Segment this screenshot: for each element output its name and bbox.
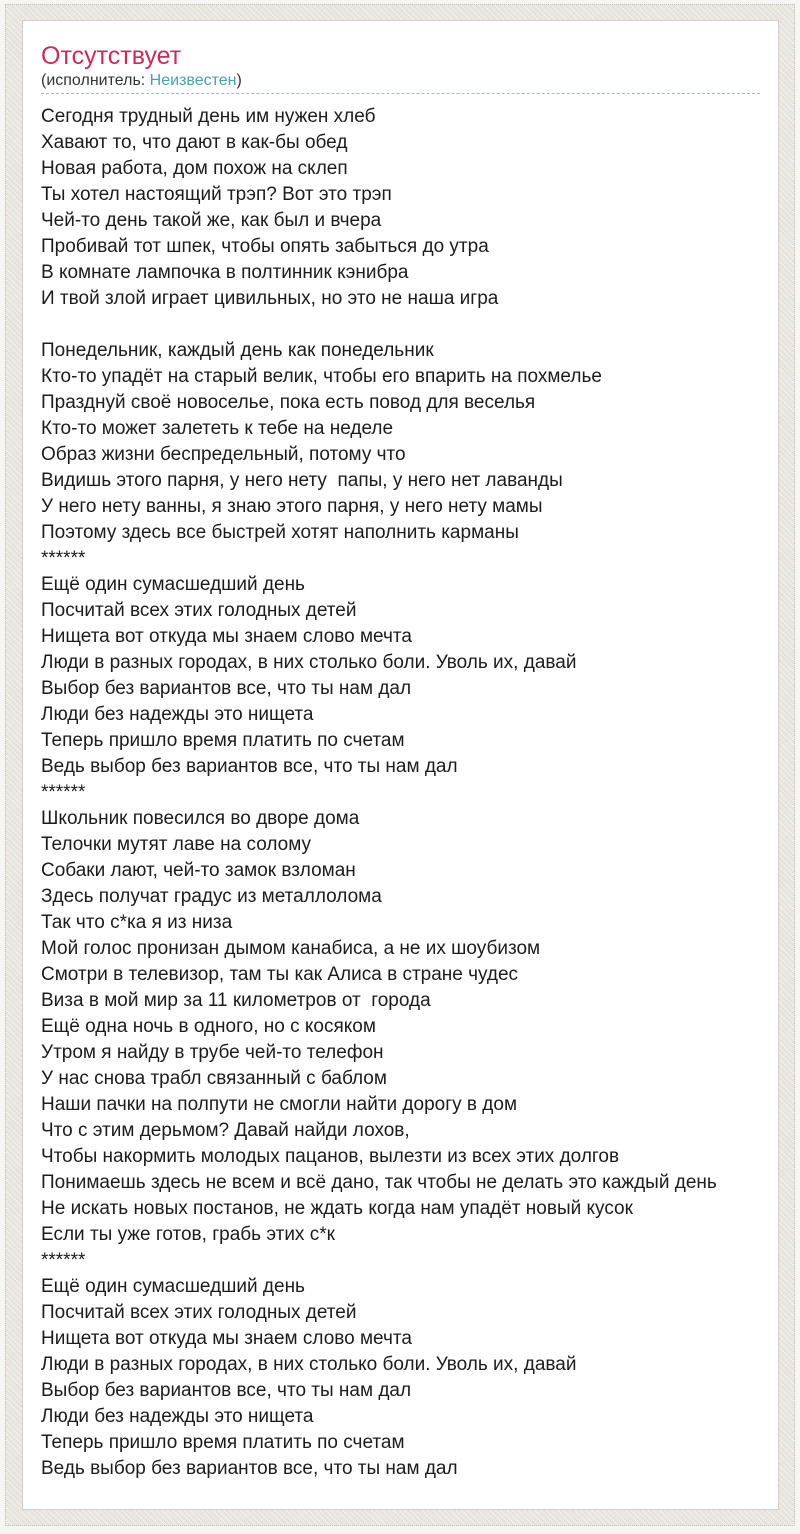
artist-link[interactable]: Неизвестен <box>149 72 237 89</box>
lyric-line: Если ты уже готов, грабь этих с*к <box>41 1224 335 1245</box>
lyric-line: Чтобы накормить молодых пацанов, вылезти из всех этих долгов <box>41 1146 620 1167</box>
stanza-separator: ****** <box>41 782 86 803</box>
lyric-line: Кто-то упадёт на старый велик, чтобы его впарить на похмелье <box>41 366 602 387</box>
lyric-line: Понедельник, каждый день как понедельник <box>41 340 434 361</box>
artist-label-suffix: ) <box>236 72 242 89</box>
lyric-line: Так что с*ка я из низа <box>41 912 233 933</box>
blank-line <box>41 312 760 338</box>
lyric-line: Не искать новых постанов, не ждать когда нам упадёт новый кусок <box>41 1198 633 1219</box>
artist-label: (исполнитель: <box>41 72 150 89</box>
lyric-line: У нас снова трабл связанный с баблом <box>41 1068 387 1089</box>
lyric-line: Посчитай всех этих голодных детей <box>41 600 357 621</box>
lyric-line: Люди в разных городах, в них столько боли. Уволь их, давай <box>41 652 577 673</box>
lyric-line: Наши пачки на полпути не смогли найти дорогу в дом <box>41 1094 518 1115</box>
lyrics-card <box>22 20 779 1510</box>
lyric-line: Кто-то может залететь к тебе на неделе <box>41 418 394 439</box>
lyric-line: Ведь выбор без вариантов все, что ты нам дал <box>41 756 458 777</box>
lyric-line: И твой злой играет цивильных, но это не наша игра <box>41 288 499 309</box>
lyric-line: Празднуй своё новоселье, пока есть повод для веселья <box>41 392 536 413</box>
lyric-line: Телочки мутят лаве на солому <box>41 834 311 855</box>
lyric-line: Выбор без вариантов все, что ты нам дал <box>41 1380 412 1401</box>
lyric-line: Ещё одна ночь в одного, но с косяком <box>41 1016 376 1037</box>
song-title: Отсутствует <box>41 42 182 70</box>
lyric-line: Ведь выбор без вариантов все, что ты нам дал <box>41 1458 458 1479</box>
lyric-line: Ещё один сумасшедший день <box>41 1276 305 1297</box>
lyric-line: Видишь этого парня, у него нету папы, у него нет лаванды <box>41 470 563 491</box>
lyric-line: Выбор без вариантов все, что ты нам дал <box>41 678 412 699</box>
lyric-line: Мой голос пронизан дымом канабиса, а не их шоубизом <box>41 938 541 959</box>
lyric-line: Теперь пришло время платить по счетам <box>41 730 405 751</box>
lyric-line: Школьник повесился во дворе дома <box>41 808 360 829</box>
lyric-line: Что с этим дерьмом? Давай найди лохов, <box>41 1120 410 1141</box>
lyric-line: Собаки лают, чей-то замок взломан <box>41 860 356 881</box>
lyric-line: Виза в мой мир за 11 километров от города <box>41 990 431 1011</box>
lyric-line: Новая работа, дом похож на склеп <box>41 158 348 179</box>
lyric-line: Понимаешь здесь не всем и всё дано, так чтобы не делать это каждый день <box>41 1172 717 1193</box>
lyric-line: Здесь получат градус из металлолома <box>41 886 382 907</box>
lyric-line: Поэтому здесь все быстрей хотят наполнить карманы <box>41 522 519 543</box>
lyric-line: Пробивай тот шпек, чтобы опять забыться до утра <box>41 236 489 257</box>
lyric-line: Люди без надежды это нищета <box>41 704 314 725</box>
lyric-line: Люди без надежды это нищета <box>41 1406 314 1427</box>
lyric-line: Посчитай всех этих голодных детей <box>41 1302 357 1323</box>
lyric-line: Ты хотел настоящий трэп? Вот это трэп <box>41 184 392 205</box>
lyric-line: Утром я найду в трубе чей-то телефон <box>41 1042 384 1063</box>
stanza-separator: ****** <box>41 1250 86 1271</box>
lyric-line: Сегодня трудный день им нужен хлеб <box>41 106 376 127</box>
artist-line <box>41 71 760 91</box>
lyric-line: Теперь пришло время платить по счетам <box>41 1432 405 1453</box>
lyric-line: Нищета вот откуда мы знаем слово мечта <box>41 626 412 647</box>
lyric-line: В комнате лампочка в полтинник кэнибра <box>41 262 409 283</box>
lyric-line: Ещё один сумасшедший день <box>41 574 305 595</box>
page-background <box>5 4 795 1526</box>
lyric-line: У него нету ванны, я знаю этого парня, у него нету мамы <box>41 496 543 517</box>
lyric-line: Хавают то, что дают в как-бы обед <box>41 132 348 153</box>
lyrics-text <box>41 104 760 1482</box>
lyric-line: Образ жизни беспредельный, потому что <box>41 444 406 465</box>
stanza-separator: ****** <box>41 548 86 569</box>
lyric-line: Чей-то день такой же, как был и вчера <box>41 210 382 231</box>
lyric-line: Люди в разных городах, в них столько боли. Уволь их, давай <box>41 1354 577 1375</box>
lyric-line: Нищета вот откуда мы знаем слово мечта <box>41 1328 412 1349</box>
lyric-line: Смотри в телевизор, там ты как Алиса в стране чудес <box>41 964 519 985</box>
song-header <box>41 42 760 94</box>
